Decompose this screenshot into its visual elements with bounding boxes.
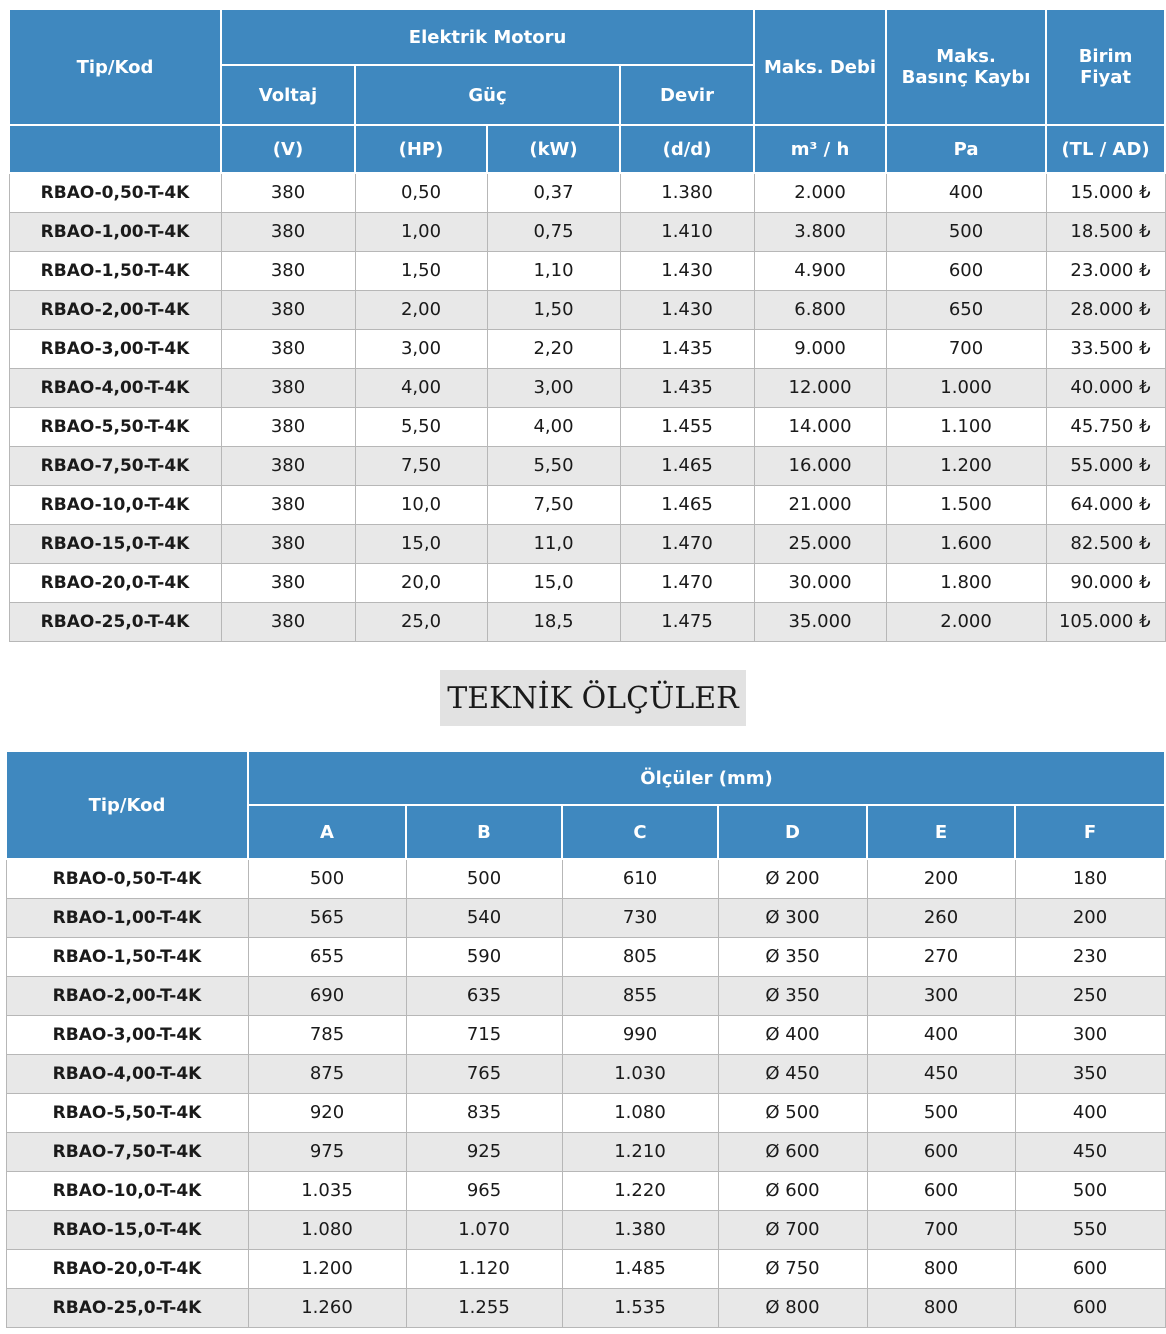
unit-dd: (d/d) [620, 125, 754, 173]
header-maks-debi: Maks. Debi [754, 9, 886, 125]
table-cell: 1.080 [562, 1093, 718, 1132]
table-cell: 1.475 [620, 602, 754, 641]
table-cell: 565 [248, 898, 406, 937]
header-e: E [867, 805, 1015, 859]
table-cell: 730 [562, 898, 718, 937]
table-row [9, 407, 1165, 446]
table-cell: 1.255 [406, 1288, 562, 1327]
cell-tip-kod: RBAO-5,50-T-4K [6, 1093, 248, 1132]
table-cell: 1.435 [620, 368, 754, 407]
table-cell: 380 [221, 329, 355, 368]
table-cell: 16.000 [754, 446, 886, 485]
table-cell: 600 [867, 1132, 1015, 1171]
table-row [6, 859, 1165, 898]
table-row [9, 173, 1165, 212]
table-cell: 180 [1015, 859, 1165, 898]
table-cell: 380 [221, 290, 355, 329]
table-cell: 35.000 [754, 602, 886, 641]
header-devir: Devir [620, 65, 754, 125]
cell-tip-kod: RBAO-20,0-T-4K [6, 1249, 248, 1288]
table-cell: 270 [867, 937, 1015, 976]
table-cell: 20,0 [355, 563, 487, 602]
table-cell: Ø 350 [718, 976, 867, 1015]
table-cell: 380 [221, 212, 355, 251]
table-cell: 700 [886, 329, 1046, 368]
cell-tip-kod: RBAO-7,50-T-4K [6, 1132, 248, 1171]
table-cell: 1.465 [620, 446, 754, 485]
header-maks-basinc: Maks. Basınç Kaybı [886, 9, 1046, 125]
table-row [6, 1015, 1165, 1054]
table-cell: 765 [406, 1054, 562, 1093]
table-row [6, 937, 1165, 976]
table-cell: 7,50 [355, 446, 487, 485]
table-cell: 1.070 [406, 1210, 562, 1249]
table-cell: 500 [886, 212, 1046, 251]
table-cell: 400 [867, 1015, 1015, 1054]
table-cell: 1.260 [248, 1288, 406, 1327]
table-cell: Ø 500 [718, 1093, 867, 1132]
table-cell: 875 [248, 1054, 406, 1093]
cell-tip-kod: RBAO-10,0-T-4K [9, 485, 221, 524]
table-cell: 400 [1015, 1093, 1165, 1132]
table-cell: 380 [221, 485, 355, 524]
table-cell: 1,50 [355, 251, 487, 290]
table-cell: 2.000 [886, 602, 1046, 641]
header-c: C [562, 805, 718, 859]
table-cell: 3.800 [754, 212, 886, 251]
cell-tip-kod: RBAO-1,00-T-4K [9, 212, 221, 251]
table-cell: 380 [221, 407, 355, 446]
table-row [9, 524, 1165, 563]
table-cell: Ø 400 [718, 1015, 867, 1054]
table-cell: 635 [406, 976, 562, 1015]
header-guc: Güç [355, 65, 620, 125]
table-row [9, 485, 1165, 524]
table-cell: 1.430 [620, 290, 754, 329]
table-cell: 64.000 ₺ [1046, 485, 1165, 524]
table-cell: 55.000 ₺ [1046, 446, 1165, 485]
table-cell: 4,00 [355, 368, 487, 407]
cell-tip-kod: RBAO-0,50-T-4K [6, 859, 248, 898]
table-cell: Ø 700 [718, 1210, 867, 1249]
table-cell: 1.435 [620, 329, 754, 368]
table-cell: 380 [221, 524, 355, 563]
table-cell: 18,5 [487, 602, 620, 641]
motor-spec-table [8, 8, 1166, 642]
table-cell: 380 [221, 173, 355, 212]
unit-blank [9, 125, 221, 173]
table-cell: 500 [406, 859, 562, 898]
header-olculer-mm: Ölçüler (mm) [248, 751, 1165, 805]
table-cell: 12.000 [754, 368, 886, 407]
table-cell: 250 [1015, 976, 1165, 1015]
table-cell: 4,00 [487, 407, 620, 446]
table-cell: 82.500 ₺ [1046, 524, 1165, 563]
table-cell: 350 [1015, 1054, 1165, 1093]
table-cell: 260 [867, 898, 1015, 937]
unit-m3h: m³ / h [754, 125, 886, 173]
cell-tip-kod: RBAO-25,0-T-4K [6, 1288, 248, 1327]
table-cell: 1.470 [620, 563, 754, 602]
table-cell: 1.455 [620, 407, 754, 446]
table-cell: 1,00 [355, 212, 487, 251]
table-row [9, 329, 1165, 368]
table-cell: 7,50 [487, 485, 620, 524]
table-cell: 1.200 [248, 1249, 406, 1288]
table-cell: 990 [562, 1015, 718, 1054]
table-row [9, 251, 1165, 290]
cell-tip-kod: RBAO-1,00-T-4K [6, 898, 248, 937]
unit-tl: (TL / AD) [1046, 125, 1165, 173]
table-row [9, 602, 1165, 641]
table-cell: Ø 200 [718, 859, 867, 898]
table-cell: 45.750 ₺ [1046, 407, 1165, 446]
unit-v: (V) [221, 125, 355, 173]
table-cell: 40.000 ₺ [1046, 368, 1165, 407]
table-cell: 200 [867, 859, 1015, 898]
table-cell: 1.030 [562, 1054, 718, 1093]
table-cell: 500 [1015, 1171, 1165, 1210]
table-cell: 23.000 ₺ [1046, 251, 1165, 290]
table-cell: 1.100 [886, 407, 1046, 446]
cell-tip-kod: RBAO-5,50-T-4K [9, 407, 221, 446]
unit-kw: (kW) [487, 125, 620, 173]
header-d: D [718, 805, 867, 859]
cell-tip-kod: RBAO-25,0-T-4K [9, 602, 221, 641]
table-cell: 650 [886, 290, 1046, 329]
table-cell: 380 [221, 446, 355, 485]
unit-hp: (HP) [355, 125, 487, 173]
cell-tip-kod: RBAO-3,00-T-4K [6, 1015, 248, 1054]
table-cell: 200 [1015, 898, 1165, 937]
table-cell: 610 [562, 859, 718, 898]
table-cell: 1.200 [886, 446, 1046, 485]
table-cell: 700 [867, 1210, 1015, 1249]
table-cell: 1.380 [562, 1210, 718, 1249]
table-row [9, 368, 1165, 407]
table-cell: 2.000 [754, 173, 886, 212]
table-cell: 1.465 [620, 485, 754, 524]
table-cell: 920 [248, 1093, 406, 1132]
cell-tip-kod: RBAO-2,00-T-4K [9, 290, 221, 329]
table-cell: 9.000 [754, 329, 886, 368]
cell-tip-kod: RBAO-3,00-T-4K [9, 329, 221, 368]
table-cell: 835 [406, 1093, 562, 1132]
table-cell: 1.535 [562, 1288, 718, 1327]
table-cell: 690 [248, 976, 406, 1015]
table-row [6, 1249, 1165, 1288]
table-cell: 4.900 [754, 251, 886, 290]
table-cell: 590 [406, 937, 562, 976]
table-cell: 1.210 [562, 1132, 718, 1171]
cell-tip-kod: RBAO-4,00-T-4K [9, 368, 221, 407]
cell-tip-kod: RBAO-7,50-T-4K [9, 446, 221, 485]
table-cell: 90.000 ₺ [1046, 563, 1165, 602]
table-cell: 450 [867, 1054, 1015, 1093]
table-cell: 380 [221, 563, 355, 602]
dimensions-table [5, 750, 1166, 1328]
cell-tip-kod: RBAO-15,0-T-4K [9, 524, 221, 563]
table-cell: 805 [562, 937, 718, 976]
cell-tip-kod: RBAO-1,50-T-4K [9, 251, 221, 290]
table-row [6, 1171, 1165, 1210]
table-cell: 1.485 [562, 1249, 718, 1288]
table-cell: 855 [562, 976, 718, 1015]
table-cell: Ø 450 [718, 1054, 867, 1093]
table-cell: Ø 800 [718, 1288, 867, 1327]
table-cell: 550 [1015, 1210, 1165, 1249]
cell-tip-kod: RBAO-10,0-T-4K [6, 1171, 248, 1210]
table-cell: 1.410 [620, 212, 754, 251]
table-cell: 15,0 [487, 563, 620, 602]
table-cell: Ø 350 [718, 937, 867, 976]
table-cell: 965 [406, 1171, 562, 1210]
table-cell: Ø 300 [718, 898, 867, 937]
table-cell: 380 [221, 251, 355, 290]
table-row [9, 290, 1165, 329]
table-row [6, 1288, 1165, 1327]
table-cell: 2,00 [355, 290, 487, 329]
table-cell: 1,10 [487, 251, 620, 290]
table-cell: 33.500 ₺ [1046, 329, 1165, 368]
table-cell: 15,0 [355, 524, 487, 563]
table-cell: Ø 750 [718, 1249, 867, 1288]
table-cell: 5,50 [487, 446, 620, 485]
header-tip-kod: Tip/Kod [6, 751, 248, 859]
table-cell: 785 [248, 1015, 406, 1054]
header-birim-fiyat: Birim Fiyat [1046, 9, 1165, 125]
table-cell: 655 [248, 937, 406, 976]
table-cell: 975 [248, 1132, 406, 1171]
table-row [6, 1210, 1165, 1249]
table-cell: 1.470 [620, 524, 754, 563]
header-b: B [406, 805, 562, 859]
table-cell: 1.080 [248, 1210, 406, 1249]
table-cell: 30.000 [754, 563, 886, 602]
table-cell: 0,50 [355, 173, 487, 212]
table-cell: 500 [248, 859, 406, 898]
table-cell: 600 [1015, 1288, 1165, 1327]
table-cell: 1.035 [248, 1171, 406, 1210]
table-cell: 1.800 [886, 563, 1046, 602]
table-cell: 925 [406, 1132, 562, 1171]
table-cell: 600 [886, 251, 1046, 290]
table-cell: 1.600 [886, 524, 1046, 563]
table-cell: 3,00 [355, 329, 487, 368]
unit-pa: Pa [886, 125, 1046, 173]
table-cell: 1.380 [620, 173, 754, 212]
table-cell: 800 [867, 1288, 1015, 1327]
table-cell: 28.000 ₺ [1046, 290, 1165, 329]
table-cell: 5,50 [355, 407, 487, 446]
cell-tip-kod: RBAO-0,50-T-4K [9, 173, 221, 212]
table-cell: 0,75 [487, 212, 620, 251]
header-f: F [1015, 805, 1165, 859]
table-cell: 500 [867, 1093, 1015, 1132]
cell-tip-kod: RBAO-20,0-T-4K [9, 563, 221, 602]
table-cell: 1.430 [620, 251, 754, 290]
table-row [6, 1132, 1165, 1171]
table-cell: 1.000 [886, 368, 1046, 407]
table-row [6, 976, 1165, 1015]
cell-tip-kod: RBAO-2,00-T-4K [6, 976, 248, 1015]
table-cell: 3,00 [487, 368, 620, 407]
cell-tip-kod: RBAO-15,0-T-4K [6, 1210, 248, 1249]
cell-tip-kod: RBAO-4,00-T-4K [6, 1054, 248, 1093]
table-cell: 450 [1015, 1132, 1165, 1171]
table-cell: 1,50 [487, 290, 620, 329]
table-cell: 25,0 [355, 602, 487, 641]
table-cell: 15.000 ₺ [1046, 173, 1165, 212]
table-cell: 800 [867, 1249, 1015, 1288]
table-cell: 230 [1015, 937, 1165, 976]
table-cell: 18.500 ₺ [1046, 212, 1165, 251]
table-cell: 380 [221, 602, 355, 641]
table-cell: 11,0 [487, 524, 620, 563]
table-row [6, 1054, 1165, 1093]
table-cell: 1.120 [406, 1249, 562, 1288]
table-cell: 14.000 [754, 407, 886, 446]
section-title-teknik-olculer: TEKNİK ÖLÇÜLER [440, 670, 746, 726]
table-cell: 600 [867, 1171, 1015, 1210]
table-cell: 400 [886, 173, 1046, 212]
table-cell: 2,20 [487, 329, 620, 368]
table-row [9, 446, 1165, 485]
table-row [6, 898, 1165, 937]
header-elektrik-motoru: Elektrik Motoru [221, 9, 754, 65]
table-cell: 21.000 [754, 485, 886, 524]
table-cell: 25.000 [754, 524, 886, 563]
table-cell: 600 [1015, 1249, 1165, 1288]
table-cell: 1.500 [886, 485, 1046, 524]
table-cell: 715 [406, 1015, 562, 1054]
table-row [9, 212, 1165, 251]
table-cell: 1.220 [562, 1171, 718, 1210]
table-cell: Ø 600 [718, 1171, 867, 1210]
table-cell: 380 [221, 368, 355, 407]
cell-tip-kod: RBAO-1,50-T-4K [6, 937, 248, 976]
header-tip-kod: Tip/Kod [9, 9, 221, 125]
table-cell: 10,0 [355, 485, 487, 524]
table-row [9, 563, 1165, 602]
table-row [6, 1093, 1165, 1132]
table-cell: 105.000 ₺ [1046, 602, 1165, 641]
table-cell: 6.800 [754, 290, 886, 329]
table-cell: 540 [406, 898, 562, 937]
header-voltaj: Voltaj [221, 65, 355, 125]
table-cell: 300 [867, 976, 1015, 1015]
table-cell: Ø 600 [718, 1132, 867, 1171]
table-cell: 300 [1015, 1015, 1165, 1054]
table-cell: 0,37 [487, 173, 620, 212]
header-a: A [248, 805, 406, 859]
